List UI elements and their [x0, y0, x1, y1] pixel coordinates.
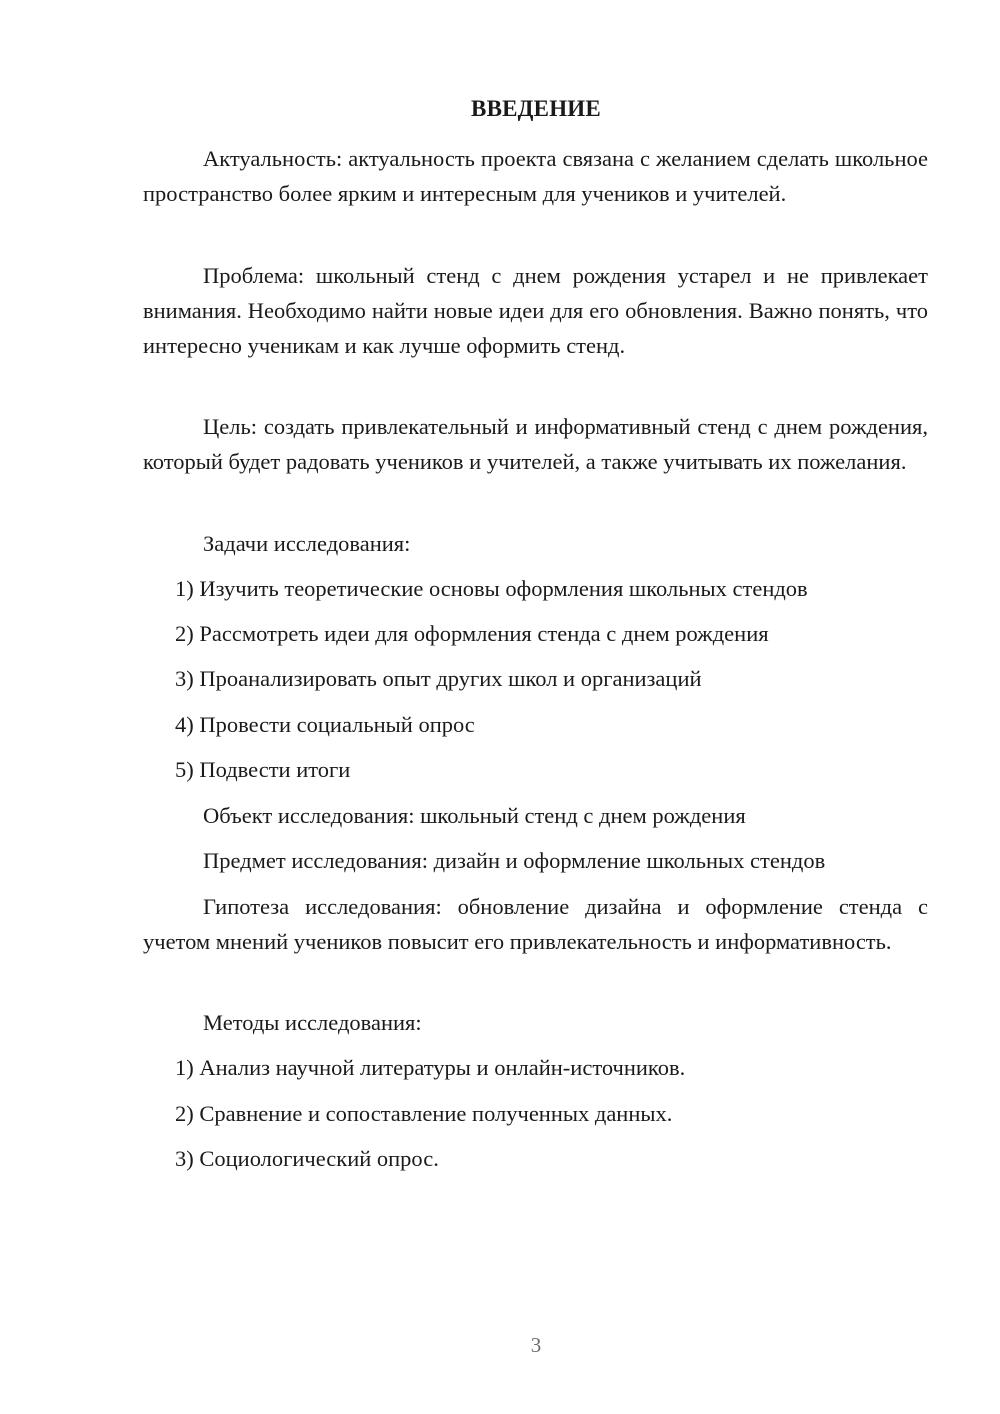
method-item: 1) Анализ научной литературы и онлайн-источников. [175, 1055, 686, 1080]
problem-paragraph: Проблема: школьный стенд с днем рождения устарел и не привлекает внимания. Необходимо найти новые идеи для его обновления. Важно понять, что интересно ученикам и как лучше оформить стенд. [143, 263, 928, 358]
subject-paragraph: Предмет исследования: дизайн и оформление школьных стендов [203, 848, 826, 873]
page-number: 3 [530, 1333, 542, 1357]
goal-paragraph: Цель: создать привлекательный и информативный стенд с днем рождения, который будет радовать учеников и учителей, а также учитывать их пожелания. [143, 414, 928, 474]
methods-heading: Методы исследования: [203, 1010, 422, 1035]
tasks-heading: Задачи исследования: [203, 531, 411, 556]
task-item: 1) Изучить теоретические основы оформления школьных стендов [175, 576, 808, 601]
task-item: 2) Рассмотреть идеи для оформления стенда с днем рождения [175, 621, 769, 646]
task-item: 4) Провести социальный опрос [175, 712, 475, 737]
task-item: 5) Подвести итоги [175, 757, 351, 782]
page-title: ВВЕДЕНИЕ [471, 96, 601, 121]
relevance-paragraph: Актуальность: актуальность проекта связана с желанием сделать школьное пространство более ярким и интересным для учеников и учителей. [143, 146, 928, 206]
hypothesis-paragraph: Гипотеза исследования: обновление дизайна и оформление стенда с учетом мнений учеников повысит его привлекательность и информативность. [143, 894, 928, 954]
method-item: 3) Социологический опрос. [175, 1146, 439, 1171]
object-paragraph: Объект исследования: школьный стенд с днем рождения [203, 803, 746, 828]
method-item: 2) Сравнение и сопоставление полученных данных. [175, 1101, 673, 1126]
task-item: 3) Проанализировать опыт других школ и организаций [175, 666, 702, 691]
